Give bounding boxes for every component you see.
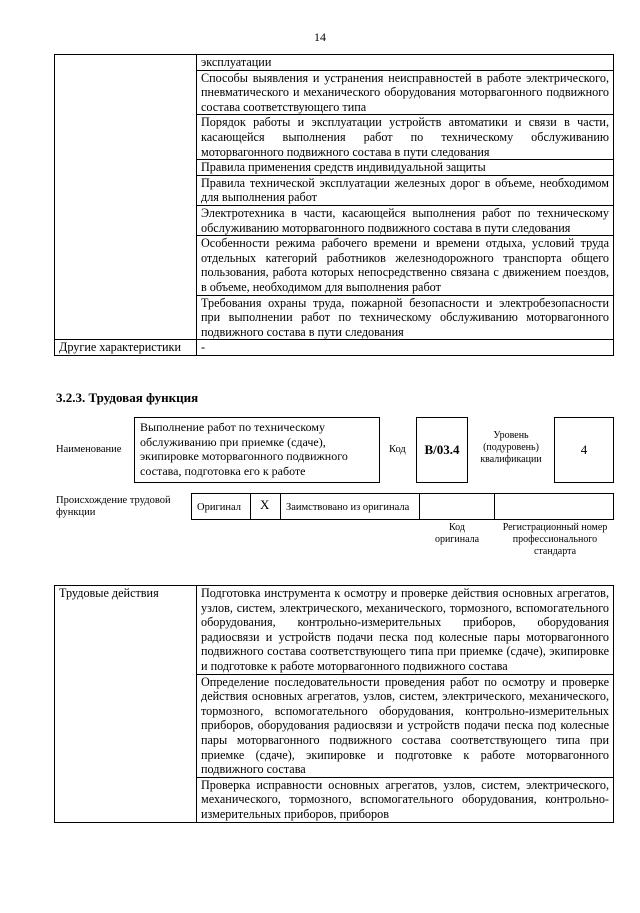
table-cell: Особенности режима рабочего времени и времени отдыха, условий труда отдельных категорий работников железнодорожного транспорта общего пользования, работа которых непосредственно связана с движением поездов, в объеме, необходимом для выполнения работ [197,236,614,295]
origin-label: Происхождение трудовой функции [56,495,171,518]
table-cell: эксплуатации [197,55,614,71]
table-cell: Порядок работы и эксплуатации устройств автоматики и связи в части, касающейся выполнения работ по техническому обслуживанию моторвагонного подвижного состава в пути следования [197,115,614,160]
function-name-box: Выполнение работ по техническому обслуживанию при приемке (сдаче), экипировке моторвагонного подвижного состава, подготовка его к работе [134,417,380,483]
other-characteristics-label: Другие характеристики [55,340,197,356]
table-cell: Правила применения средств индивидуальной защиты [197,160,614,176]
page-bottom-mask [54,873,614,913]
reg-divider [494,493,495,520]
borrowed-label: Заимствовано из оригинала [286,502,410,513]
reg-number-caption: Регистрационный номер профессионального стандарта [502,522,608,557]
level-label: Уровень (подуровень) квалификации [480,430,542,465]
original-label: Оригинал [197,502,241,513]
original-mark: X [260,497,270,512]
table-cell: Подготовка инструмента к осмотру и проверке действия основных агрегатов, узлов, систем, электрического, механического, тормозного, вспомогательного оборудования, контрольно-измерительных приборов, оборудования радиосвязи и устройств подачи песка под колесные пары моторвагонного подвижного состава соответствующего типа при приемке (сдаче), экипировке и подготовке к работе моторвагонного подвижного состава [197,586,614,675]
table-cell: Требования охраны труда, пожарной безопасности и электробезопасности при выполнении работ по техническому обслуживанию моторвагонного подвижного состава в пути следования [197,295,614,340]
level-value-box: 4 [554,417,614,483]
labor-actions-table [54,585,614,823]
table-row [55,340,614,356]
section-heading: 3.2.3. Трудовая функция [56,390,199,405]
labor-actions-label: Трудовые действия [55,586,197,823]
function-code-box: В/03.4 [416,417,468,483]
table-cell: Электротехника в части, касающейся выполнения работ по техническому обслуживанию моторвагонного подвижного состава в пути следования [197,205,614,235]
table-cell: Способы выявления и устранения неисправностей в работе электрического, пневматического и механического оборудования моторвагонного подвижного состава соответствующего типа [197,70,614,115]
table-cell: Правила технической эксплуатации железных дорог в объеме, необходимом для выполнения работ [197,175,614,205]
code-original-caption: Код оригинала [434,522,480,545]
name-label: Наименование [56,444,122,455]
other-characteristics-value: - [197,340,614,356]
table-cell: Определение последовательности проведения работ по осмотру и проверке действия основных агрегатов, узлов, систем, электрического, механического, тормозного, вспомогательного оборудования, контрольно-измерительных приборов, оборудования радиосвязи и устройств подачи песка под колесные пары моторвагонного подвижного состава соответствующего типа при приемке (сдаче), экипировке и подготовке к работе моторвагонного подвижного состава [197,674,614,777]
page-number: 14 [314,30,326,44]
table-row [55,55,614,71]
knowledge-table [54,54,614,356]
code-label: Код [389,444,406,455]
table-row [55,586,614,675]
knowledge-label-cell [55,55,197,340]
table-cell: Проверка исправности основных агрегатов, узлов, систем, электрического, механического, тормозного, вспомогательного оборудования, контрольно-измерительных приборов, приборов [197,777,614,822]
